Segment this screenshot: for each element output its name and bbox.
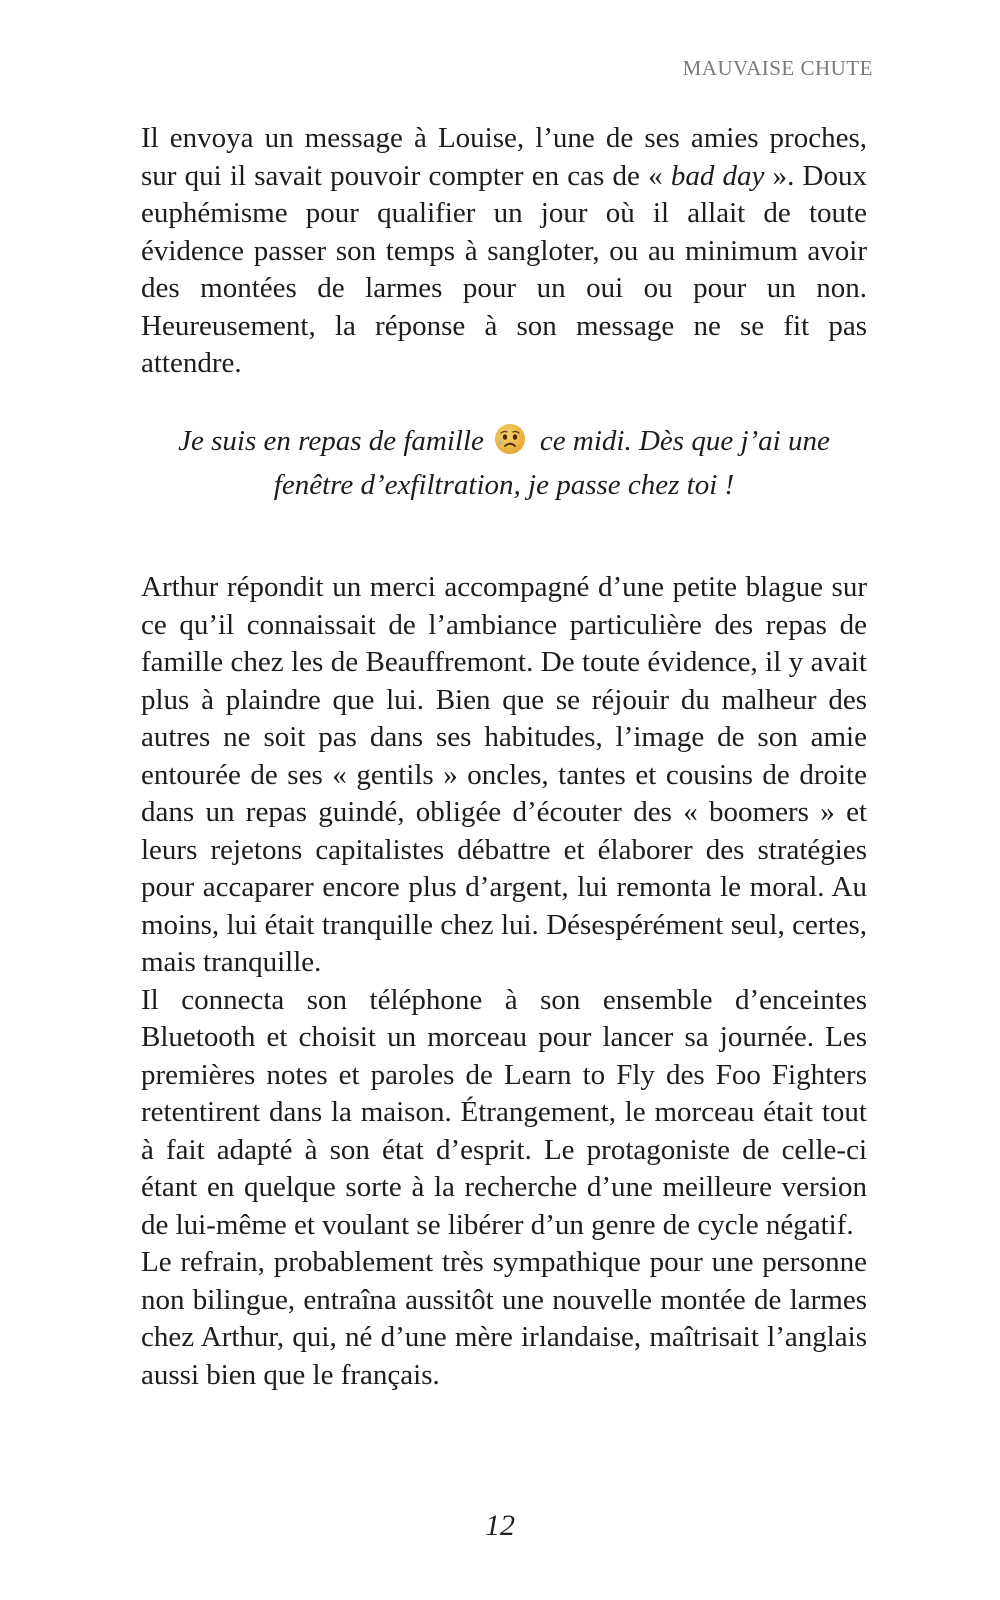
sms-after-emoji: ce midi. Dès que j’ai une bbox=[539, 425, 830, 457]
intro-emphasis: bad day bbox=[670, 159, 765, 192]
page-number: 12 bbox=[485, 1509, 515, 1542]
running-header: MAUVAISE CHUTE bbox=[682, 56, 873, 80]
intro-paragraph bbox=[141, 120, 867, 383]
sms-line-2: fenêtre d’exfiltration, je passe chez toi ! bbox=[273, 469, 735, 501]
intro-text-part1: Il envoya un message à Louise, l’une de ses amies proches, sur qui il savait pouvoir compter en cas de « bbox=[141, 122, 867, 192]
sms-line-1 bbox=[141, 419, 867, 463]
intro-paragraph-block bbox=[141, 120, 867, 383]
worried-face-icon bbox=[494, 423, 526, 455]
body-paragraph: Le refrain, probablement très sympathique pour une personne non bilingue, entraîna aussitôt une nouvelle montée de larmes chez Arthur, qui, né d’une mère irlandaise, maîtrisait l’anglais aussi bien que le français. bbox=[141, 1246, 867, 1391]
text-message-quote bbox=[141, 419, 867, 507]
body-paragraph: Il connecta son téléphone à son ensemble d’enceintes Bluetooth et choisit un morceau pour lancer sa journée. Les premières notes et paroles de Learn to Fly des Foo Fighters retentirent dans la maison. Étrangement, le morceau était tout à fait adapté à son état d’esprit. Le protagoniste de celle-ci étant en quelque sorte à la recherche d’une meilleure version de lui-même et voulant se libérer d’un genre de cycle négatif. bbox=[141, 983, 867, 1241]
body-paragraph: Arthur répondit un merci accompagné d’une petite blague sur ce qu’il connaissait de l’ambiance particulière des repas de famille chez les de Beauffremont. De toute évidence, il y avait plus à plaindre que lui. Bien que se réjouir du malheur des autres ne soit pas dans ses habitudes, l’image de son amie entourée de ses « gentils » oncles, tantes et cousins de droite dans un repas guindé, obligée d’écouter des « boomers » et leurs rejetons capitalistes débattre et élaborer des stratégies pour accaparer encore plus d’argent, lui remonta le moral. Au moins, lui était tranquille chez lui. Désespérément seul, certes, mais tranquille. bbox=[141, 571, 867, 978]
sms-before-emoji: Je suis en repas de famille bbox=[178, 425, 484, 457]
body-text-block bbox=[141, 569, 867, 1394]
intro-text-part2: ». Doux euphémisme pour qualifier un jour où il allait de toute évidence passer son temps à sangloter, ou au minimum avoir des montées de larmes pour un oui ou pour un non. Heureusement, la réponse à son message ne se fit pas attendre. bbox=[141, 159, 867, 379]
